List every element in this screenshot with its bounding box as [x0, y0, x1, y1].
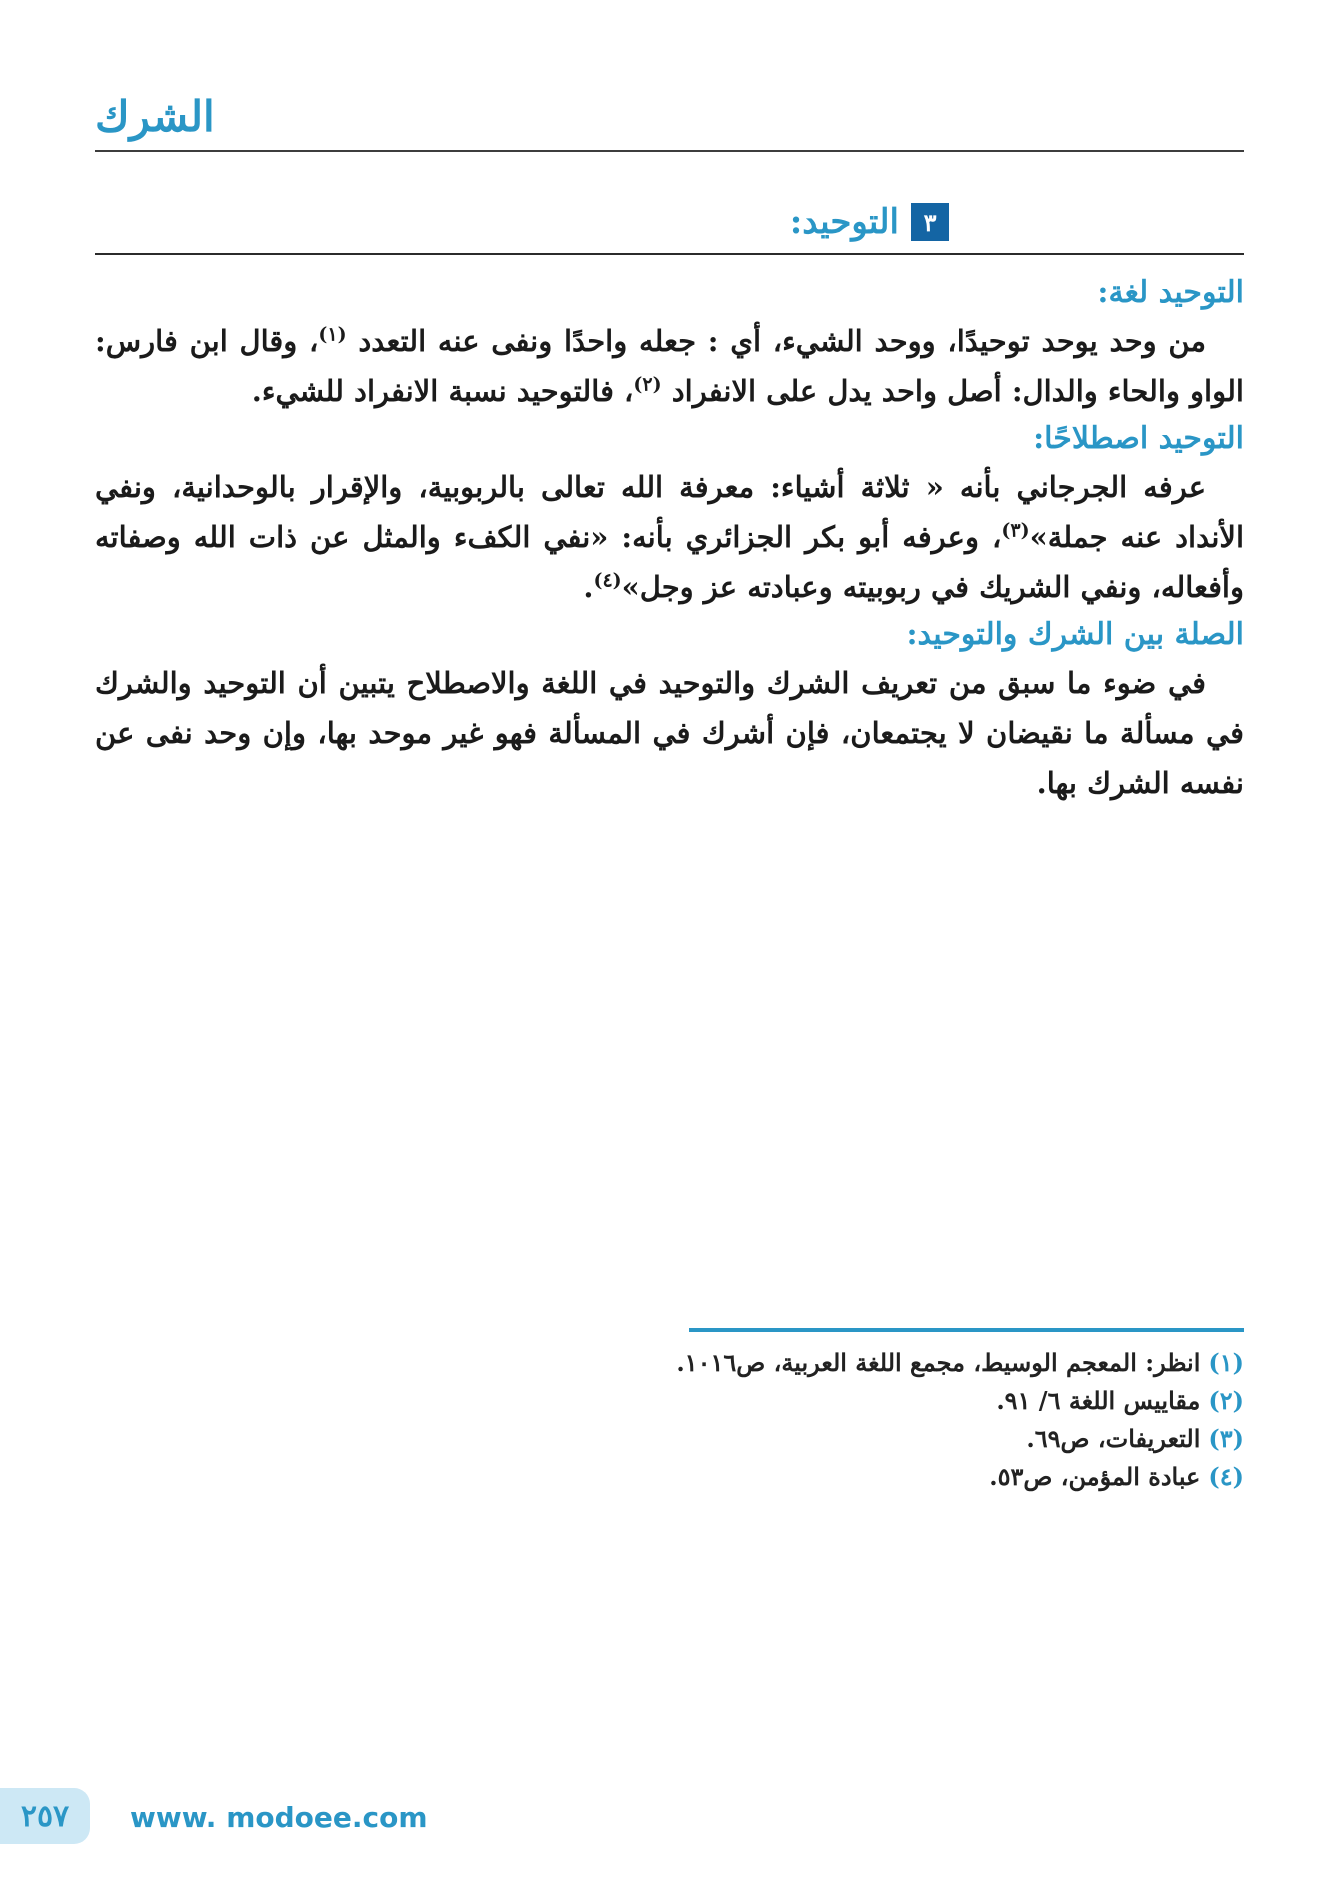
footnote-number: (٣): [1208, 1424, 1244, 1453]
paragraph-linguistic-definition: من وحد يوحد توحيدًا، ووحد الشيء، أي : جعله واحدًا ونفى عنه التعدد $^{(١)}$، وقال ابن فارس: الواو والحاء والدال: أصل واحد يدل على الانفراد $^{(٢)}$، فالتوحيد نسبة الانفراد للشيء.: [95, 323, 1244, 408]
section-rule: [95, 253, 1244, 255]
footnote-3: [95, 1420, 1244, 1458]
section-heading: [790, 202, 949, 242]
footnote-1: [95, 1344, 1244, 1382]
section-title: التوحيد:: [789, 202, 899, 242]
footnote-4: [95, 1458, 1244, 1496]
subheading-tawhid-linguistic: التوحيد لغة:: [1097, 275, 1244, 310]
main-text: [95, 270, 1244, 808]
footnote-text: انظر: المعجم الوسيط، مجمع اللغة العربية، ص١٠١٦.: [676, 1348, 1201, 1377]
paragraph-terminological-definition: عرفه الجرجاني بأنه « ثلاثة أشياء: معرفة الله تعالى بالربوبية، والإقرار بالوحدانية، ونفي الأنداد عنه جملة»$^{(٣)}$، وعرفه أبو بكر الجزائري بأنه: «نفي الكفء والمثل عن ذات الله وصفاته وأفعاله، ونفي الشريك في ربوبيته وعبادته عز وجل»$^{(٤)}$.: [95, 470, 1245, 604]
footnote-text: عبادة المؤمن، ص٥٣.: [989, 1462, 1201, 1491]
footnote-number: (٢): [1208, 1386, 1244, 1415]
page-number: ٢٥٧: [20, 1798, 70, 1834]
running-head: الشرك: [95, 92, 215, 141]
footnote-number: (١): [1208, 1348, 1244, 1377]
header-rule: [95, 150, 1244, 152]
website-url: www. modoee.com: [130, 1801, 428, 1834]
subheading-tawhid-terminological: التوحيد اصطلاحًا:: [1033, 421, 1244, 456]
page-number-tab: [0, 1788, 90, 1844]
footnote-number: (٤): [1208, 1462, 1244, 1491]
footnote-separator-rule: [689, 1328, 1244, 1332]
footnote-text: التعريفات، ص٦٩.: [1026, 1424, 1201, 1453]
footnote-text: مقاييس اللغة ٦/ ٩١.: [996, 1386, 1201, 1415]
footnote-2: [95, 1382, 1244, 1420]
paragraph-relation: في ضوء ما سبق من تعريف الشرك والتوحيد في اللغة والاصطلاح يتبين أن التوحيد والشرك في مسألة ما نقيضان لا يجتمعان، فإن أشرك في المسألة فهو غير موحد بها، وإن وحد نفى عن نفسه الشرك بها.: [95, 666, 1244, 800]
footnotes-section: [95, 1328, 1244, 1496]
subheading-relation-shirk-tawhid: الصلة بين الشرك والتوحيد:: [906, 617, 1244, 652]
section-number-badge: ٣: [911, 203, 949, 241]
